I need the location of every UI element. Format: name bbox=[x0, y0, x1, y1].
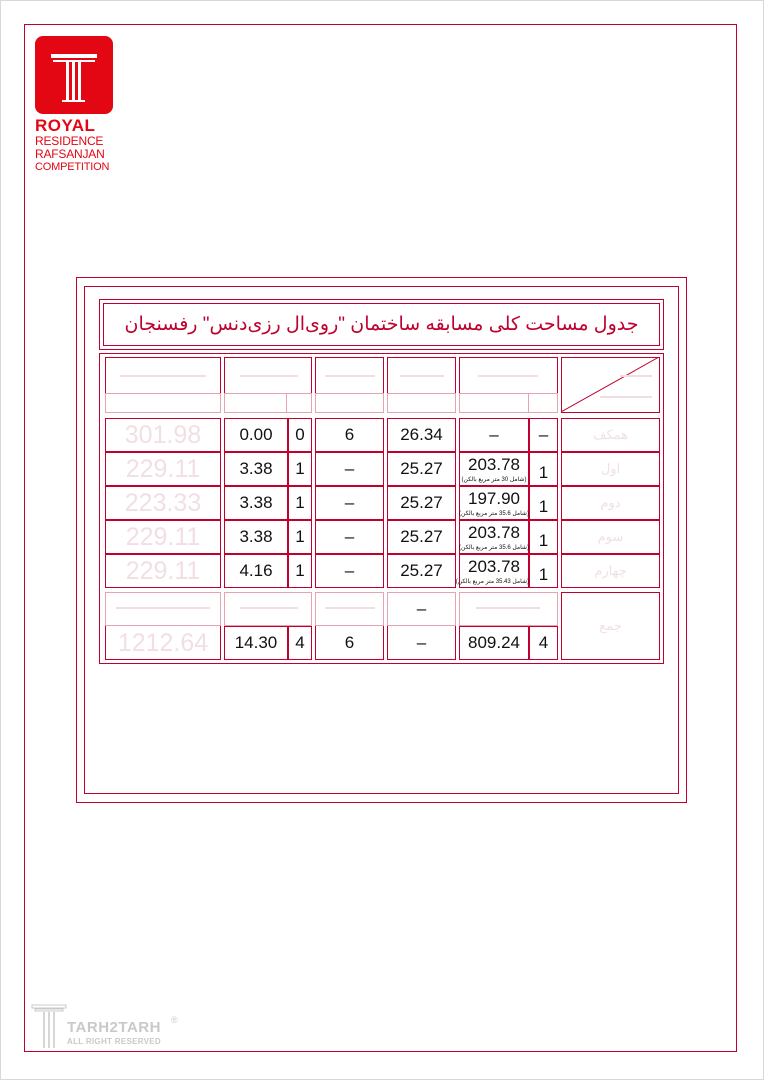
row-d-area: 203.78 bbox=[468, 455, 520, 474]
header-corner bbox=[561, 357, 660, 413]
row-a-count: 1 bbox=[295, 459, 305, 478]
row-mid-value: – bbox=[344, 527, 355, 546]
row-label: چهارم bbox=[594, 563, 627, 578]
row-d-count: 1 bbox=[538, 463, 549, 482]
watermark-column-icon bbox=[30, 1003, 70, 1053]
header-mid-sub bbox=[315, 393, 384, 413]
row-total-value: 301.98 bbox=[124, 420, 202, 449]
row-c-value: 25.27 bbox=[400, 493, 443, 512]
logo-text-competition: COMPETITION bbox=[35, 161, 110, 173]
row-d-note: (شامل 30 متر مربع بالکن) bbox=[461, 477, 527, 483]
totals-label: جمع bbox=[599, 618, 622, 633]
row-a-area: 3.38 bbox=[239, 493, 273, 512]
row-a-count: 0 bbox=[295, 425, 305, 444]
watermark-brand: TARH2TARH bbox=[67, 1019, 161, 1036]
totals-a-label bbox=[240, 607, 298, 609]
row-c-value: 25.27 bbox=[400, 561, 443, 580]
watermark-tagline: ALL RIGHT RESERVED bbox=[67, 1037, 162, 1046]
row-d-area: 197.90 bbox=[468, 489, 520, 508]
title-box bbox=[103, 303, 660, 346]
logo-text-residence: RESIDENCE bbox=[35, 134, 104, 148]
row-label: اول bbox=[600, 461, 621, 476]
header-mid-label bbox=[325, 375, 375, 377]
corner-label-bottom bbox=[600, 396, 652, 398]
watermark-registered: ® bbox=[171, 1015, 178, 1025]
header-d-sub-count bbox=[528, 393, 558, 413]
row-total-value: 229.11 bbox=[125, 454, 201, 483]
row-mid-value: – bbox=[344, 561, 355, 580]
header-total-label bbox=[120, 375, 206, 377]
row-a-count: 1 bbox=[295, 493, 305, 512]
row-d-area: 203.78 bbox=[468, 523, 520, 542]
row-a-area: 0.00 bbox=[239, 425, 273, 444]
totals-mid-label bbox=[325, 607, 375, 609]
row-d-note: (شامل 35.43 متر مربع بالکن) bbox=[455, 579, 529, 585]
column-icon bbox=[35, 36, 113, 114]
row-mid-value: – bbox=[344, 459, 355, 478]
logo-text-royal: ROYAL bbox=[35, 116, 96, 135]
totals-d-area: 809.24 bbox=[468, 633, 520, 652]
header-a-label bbox=[240, 375, 298, 377]
corner-label-top bbox=[620, 375, 652, 377]
totals-c-value: – bbox=[416, 633, 427, 652]
row-total-value: 229.11 bbox=[125, 556, 201, 585]
row-mid-value: – bbox=[344, 493, 355, 512]
competition-logo bbox=[35, 36, 115, 174]
corner-diagonal bbox=[561, 357, 660, 413]
row-total-value: 223.33 bbox=[124, 488, 202, 517]
header-d-label bbox=[478, 375, 538, 377]
row-d-count: 1 bbox=[538, 531, 549, 550]
row-d-count: 1 bbox=[538, 565, 549, 584]
row-d-count: – bbox=[538, 425, 549, 444]
logo-badge bbox=[35, 36, 113, 114]
row-d-area: – bbox=[489, 425, 499, 444]
totals-a-count: 4 bbox=[295, 633, 305, 652]
row-label: دوم bbox=[600, 495, 621, 510]
row-a-area: 4.16 bbox=[239, 561, 273, 580]
row-d-note: (شامل 35.6 متر مربع بالکن) bbox=[459, 545, 529, 551]
row-d-area: 203.78 bbox=[468, 557, 520, 576]
totals-d-count: 4 bbox=[538, 633, 549, 652]
row-mid-value: 6 bbox=[344, 425, 355, 444]
totals-mid-top bbox=[315, 592, 384, 626]
header-a-sub-count bbox=[286, 393, 312, 413]
row-d-count: 1 bbox=[538, 497, 549, 516]
row-a-count: 1 bbox=[295, 527, 305, 546]
row-label: سوم bbox=[597, 529, 624, 544]
header-total-sub bbox=[105, 393, 221, 413]
totals-total-top bbox=[105, 592, 221, 626]
totals-a-top bbox=[224, 592, 312, 626]
totals-d-label bbox=[476, 607, 540, 609]
totals-a-area: 14.30 bbox=[234, 633, 278, 652]
totals-total-value: 1212.64 bbox=[117, 628, 209, 657]
row-c-value: 25.27 bbox=[400, 527, 443, 546]
table-title: جدول مساحت کلی مسابقه ساختمان "روی‌ال رزی‌دنس" رفسنجان bbox=[124, 314, 639, 335]
row-d-note: (شامل 35.6 متر مربع بالکن) bbox=[459, 511, 529, 517]
totals-mid-value: 6 bbox=[344, 633, 355, 652]
header-c-sub bbox=[387, 393, 456, 413]
logo-text-rafsanjan: RAFSANJAN bbox=[35, 147, 105, 161]
row-a-area: 3.38 bbox=[239, 459, 273, 478]
watermark bbox=[30, 1003, 180, 1053]
row-c-value: 25.27 bbox=[400, 459, 443, 478]
row-label: همکف bbox=[593, 427, 629, 442]
row-a-area: 3.38 bbox=[239, 527, 273, 546]
totals-d-top bbox=[459, 592, 558, 626]
row-c-value: 26.34 bbox=[400, 425, 443, 444]
totals-c-top-value: – bbox=[416, 599, 427, 618]
row-total-value: 229.11 bbox=[125, 522, 201, 551]
header-c-label bbox=[400, 375, 444, 377]
row-a-count: 1 bbox=[295, 561, 305, 580]
totals-total-label bbox=[116, 607, 210, 609]
